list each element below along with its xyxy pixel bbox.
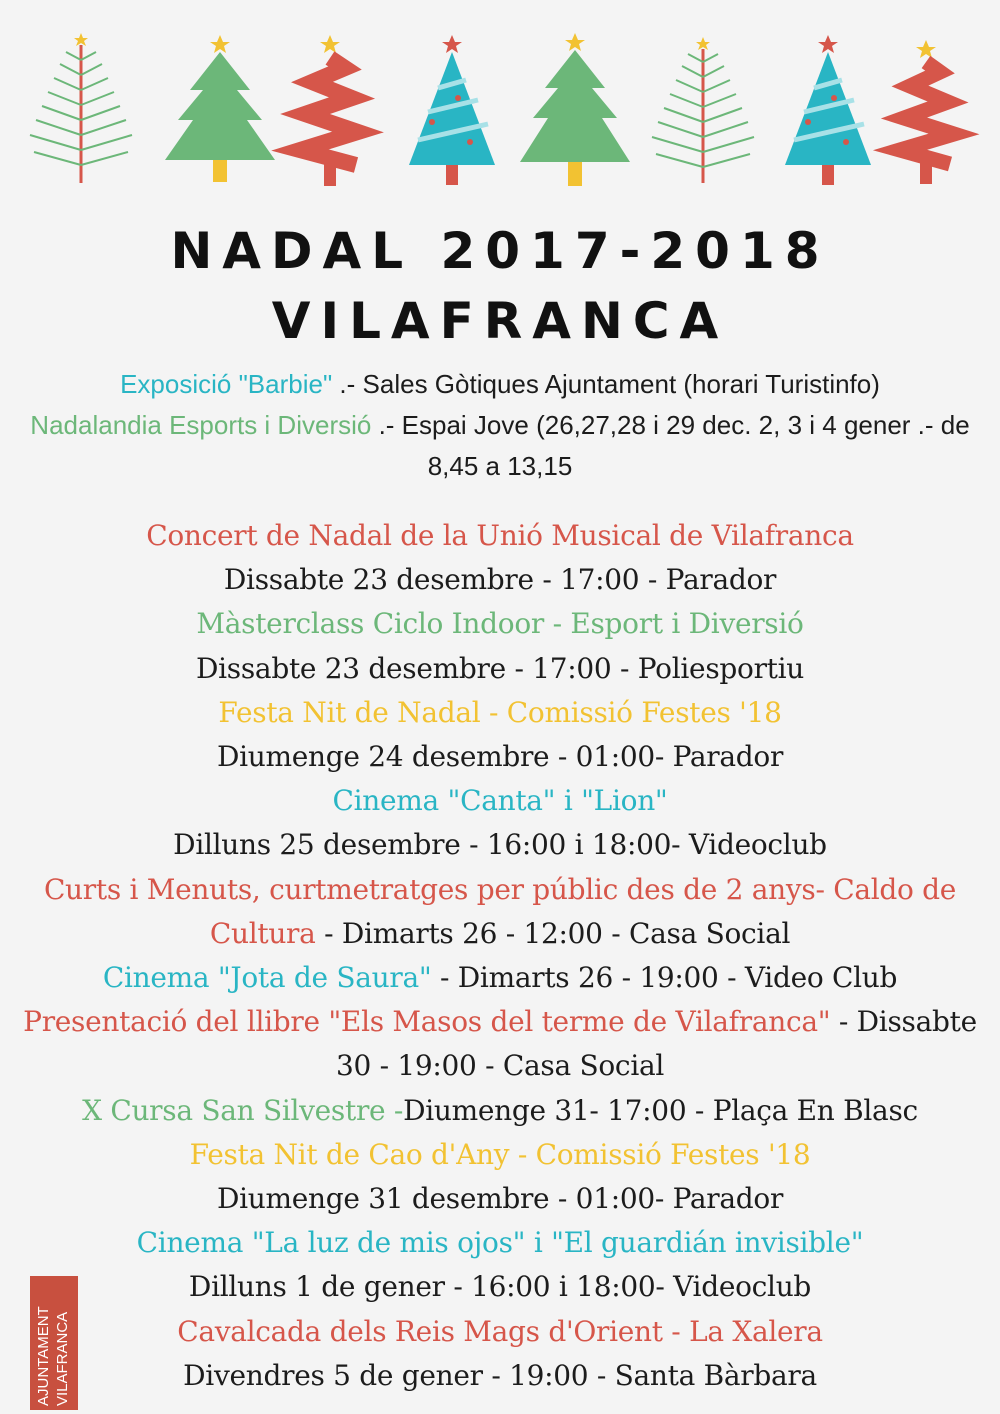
event-title: Concert de Nadal de la Unió Musical de Vilafranca	[146, 519, 854, 552]
event-line	[10, 1089, 990, 1133]
exhibition-name: Exposició "Barbie"	[120, 369, 333, 399]
page-title: NADAL 2017-2018	[170, 222, 830, 280]
event-title: Presentació del llibre "Els Masos del terme de Vilafranca"	[23, 1005, 831, 1039]
event-title: Cinema "La luz de mis ojos" i "El guardián invisible"	[136, 1226, 864, 1260]
intro-section	[30, 364, 970, 487]
exhibition-detail: .- Sales Gòtiques Ajuntament (horari Turistinfo)	[332, 369, 880, 399]
intro-line-barbie	[30, 364, 970, 405]
page-subtitle: VILAFRANCA	[271, 292, 729, 350]
event-detail: Diumenge 24 desembre - 01:00- Parador	[216, 740, 784, 774]
pine-tree-icon	[30, 33, 132, 183]
striped-tree-icon	[409, 35, 495, 185]
event-detail: Dilluns 1 de gener - 16:00 i 18:00- Videoclub	[188, 1270, 812, 1304]
event-detail: Dissabte 23 desembre - 17:00 - Poliesportiu	[195, 651, 804, 685]
event-title: Cavalcada dels Reis Mags d'Orient - La Xalera	[177, 1314, 823, 1348]
event-title: Màsterclass Ciclo Indoor - Esport i Diversió	[196, 607, 804, 641]
event-detail: - Dissabte 30 - 19:00 - Casa Social	[335, 1005, 977, 1083]
event-line	[10, 1000, 990, 1088]
pine-tree-icon	[652, 37, 754, 183]
event-line	[10, 956, 990, 1000]
event-list	[10, 514, 990, 1398]
event-detail: Dissabte 23 desembre - 17:00 - Parador	[223, 563, 777, 597]
town-hall-logo	[30, 1276, 78, 1410]
event-title: Festa Nit de Nadal - Comissió Festes '18	[218, 695, 782, 729]
event-title: Festa Nit de Cao d'Any - Comissió Festes '18	[189, 1137, 811, 1171]
green-tree-icon	[165, 35, 275, 182]
logo-text: AJUNTAMENT VILAFRANCA	[35, 1306, 71, 1406]
event-detail: Diumenge 31 desembre - 01:00- Parador	[216, 1182, 784, 1216]
nadalandia-name: Nadalandia Esports i Diversió	[30, 410, 372, 440]
event-detail: Diumenge 31- 17:00 - Plaça En Blasc	[403, 1093, 918, 1127]
event-detail: - Dimarts 26 - 12:00 - Casa Social	[315, 916, 791, 950]
ribbon-tree-icon	[900, 40, 954, 184]
event-title: Cinema "Canta" i "Lion"	[332, 784, 668, 818]
event-line	[10, 868, 990, 956]
event-detail: - Dimarts 26 - 19:00 - Video Club	[431, 961, 898, 995]
event-detail: Divendres 5 de gener - 19:00 - Santa Bàrbara	[183, 1358, 817, 1392]
event-title: X Cursa San Silvestre -	[82, 1093, 404, 1127]
ribbon-tree-icon	[300, 35, 358, 186]
green-tree-icon	[520, 33, 630, 186]
event-title: Cinema "Jota de Saura"	[102, 961, 432, 995]
event-detail: Dilluns 25 desembre - 16:00 i 18:00- Videoclub	[173, 828, 827, 862]
striped-tree-icon	[785, 35, 871, 185]
intro-line-nadalandia	[30, 405, 970, 487]
christmas-trees-banner	[0, 0, 1000, 200]
nadalandia-detail: .- Espai Jove (26,27,28 i 29 dec. 2, 3 i 4 gener .- de 8,45 a 13,15	[371, 410, 970, 481]
event-title: Curts i Menuts, curtmetratges per públic des de 2 anys- Caldo de Cultura	[43, 872, 957, 950]
